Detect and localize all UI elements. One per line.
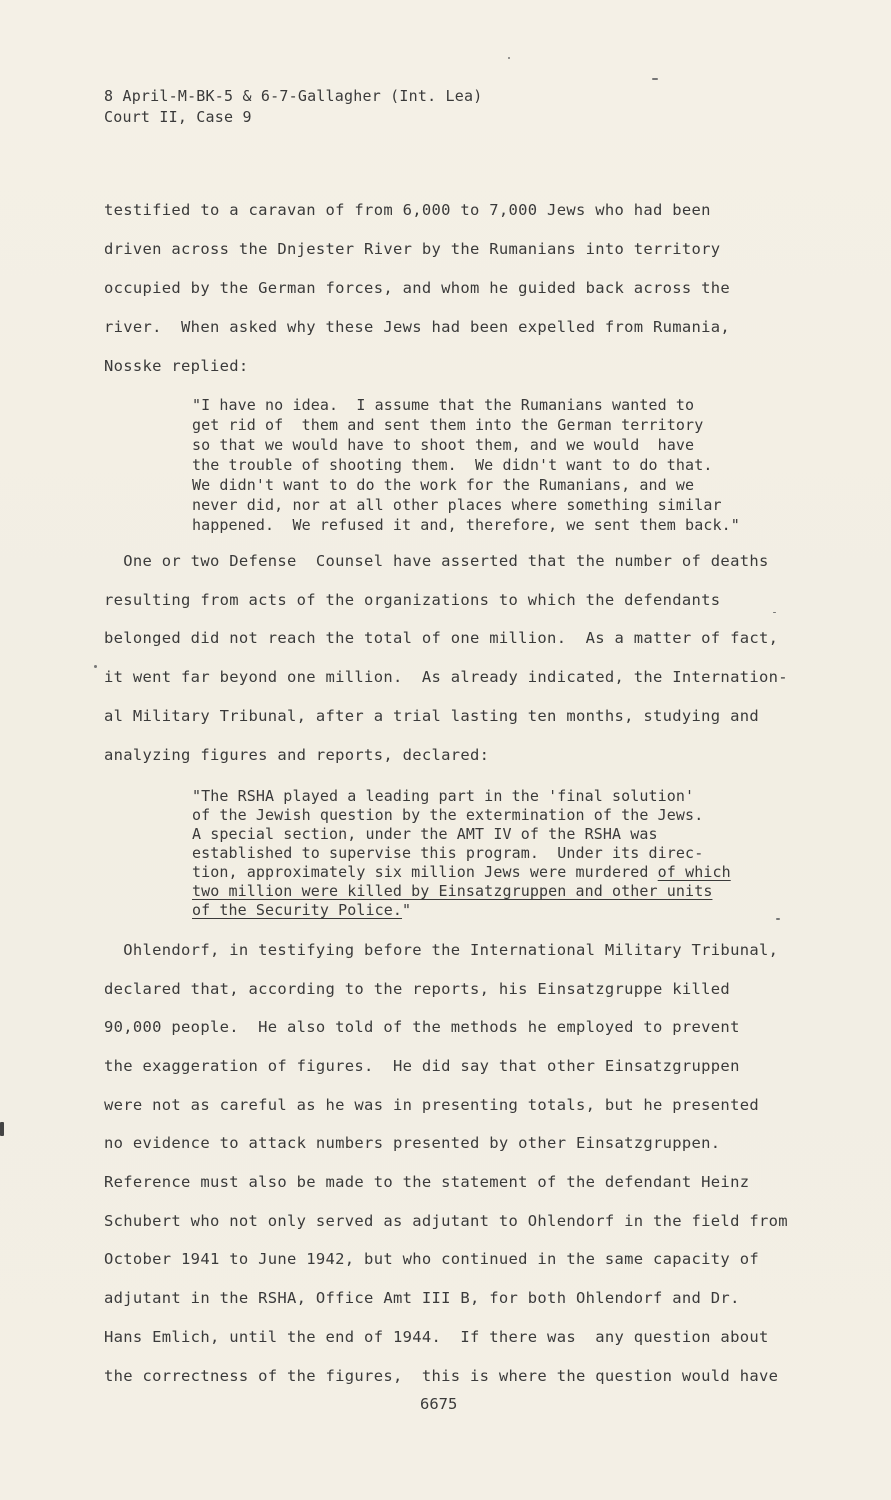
text-line: Nosske replied:	[104, 357, 249, 375]
quote-line: established to supervise this program. Under its direc-	[192, 844, 704, 862]
text-line: analyzing figures and reports, declared:	[104, 746, 490, 764]
quote-line: We didn't want to do the work for the Rumanians, and we	[192, 476, 695, 494]
text-line: the exaggeration of figures. He did say that other Einsatzgruppen	[104, 1057, 740, 1075]
underlined-text: of the Security Police.	[192, 901, 403, 919]
quote-line	[192, 881, 712, 901]
quote-line: get rid of them and sent them into the German territory	[192, 416, 704, 434]
ink-speck	[773, 612, 776, 613]
quote-line: never did, nor at all other places where something similar	[192, 496, 722, 514]
text-line: adjutant in the RSHA, Office Amt III B, for both Ohlendorf and Dr.	[104, 1289, 740, 1307]
text-line: 90,000 people. He also told of the methods he employed to prevent	[104, 1018, 740, 1036]
ink-speck	[776, 918, 780, 920]
text-line: resulting from acts of the organizations to which the defendants	[104, 591, 721, 609]
text-line: driven across the Dnjester River by the Rumanians into territory	[104, 240, 721, 258]
page-number: 6675	[420, 1395, 458, 1413]
quote-line	[192, 900, 411, 920]
text-line: occupied by the German forces, and whom he guided back across the	[104, 279, 731, 297]
text-line: no evidence to attack numbers presented by other Einsatzgruppen.	[104, 1134, 721, 1152]
text-line: river. When asked why these Jews had been expelled from Rumania,	[104, 318, 731, 336]
quote-text: tion, approximately six million Jews were murdered	[192, 863, 658, 881]
ink-speck	[652, 78, 658, 80]
text-line: were not as careful as he was in presenting totals, but he presented	[104, 1096, 759, 1114]
text-line: testified to a caravan of from 6,000 to 7,000 Jews who had been	[104, 201, 711, 219]
text-line: al Military Tribunal, after a trial lasting ten months, studying and	[104, 707, 759, 725]
quote-line: the trouble of shooting them. We didn't want to do that.	[192, 456, 713, 474]
text-line: it went far beyond one million. As already indicated, the Internation-	[104, 668, 788, 686]
ink-speck	[94, 665, 97, 668]
quote-line: happened. We refused it and, therefore, we sent them back."	[192, 516, 740, 534]
quote-line: A special section, under the AMT IV of the RSHA was	[192, 825, 658, 843]
header-reference: 8 April-M-BK-5 & 6-7-Gallagher (Int. Lea)	[104, 87, 483, 105]
document-header	[104, 86, 482, 128]
text-line: October 1941 to June 1942, but who continued in the same capacity of	[104, 1250, 759, 1268]
quote-line: "I have no idea. I assume that the Rumanians wanted to	[192, 396, 695, 414]
text-line: Schubert who not only served as adjutant to Ohlendorf in the field from	[104, 1212, 788, 1230]
underlined-text: of which	[657, 863, 731, 881]
text-line: One or two Defense Counsel have asserted that the number of deaths	[104, 552, 769, 570]
ink-speck	[508, 57, 510, 59]
text-line: belonged did not reach the total of one million. As a matter of fact,	[104, 629, 779, 647]
text-line: declared that, according to the reports, his Einsatzgruppe killed	[104, 980, 731, 998]
quote-line: of the Jewish question by the extermination of the Jews.	[192, 806, 704, 824]
quote-line	[192, 862, 731, 882]
text-line: Hans Emlich, until the end of 1944. If there was any question about	[104, 1328, 769, 1346]
text-line: Reference must also be made to the statement of the defendant Heinz	[104, 1173, 750, 1191]
quote-text: "	[402, 901, 412, 919]
header-court: Court II, Case 9	[104, 108, 252, 126]
quote-line: so that we would have to shoot them, and we would have	[192, 436, 695, 454]
text-line: the correctness of the figures, this is where the question would have	[104, 1367, 779, 1385]
underlined-text: two million were killed by Einsatzgruppen and other units	[192, 882, 713, 900]
text-line: Ohlendorf, in testifying before the International Military Tribunal,	[104, 941, 779, 959]
quote-line: "The RSHA played a leading part in the 'final solution'	[192, 787, 695, 805]
edge-mark	[0, 1122, 4, 1136]
